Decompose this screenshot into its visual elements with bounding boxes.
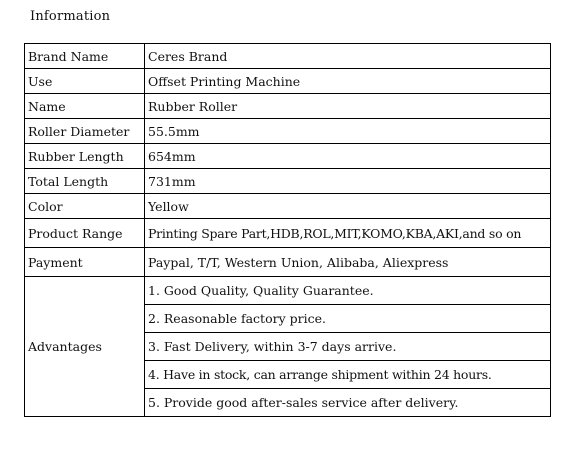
row-label: Payment xyxy=(25,248,145,277)
section-heading: Information xyxy=(30,9,111,24)
advantage-item: 5. Provide good after-sales service after delivery. xyxy=(145,389,551,417)
table-row-color xyxy=(25,194,551,219)
row-value: Offset Printing Machine xyxy=(145,69,551,94)
row-label: Use xyxy=(25,69,145,94)
table-row-advantage xyxy=(25,277,551,305)
advantage-item: 4. Have in stock, can arrange shipment within 24 hours. xyxy=(145,361,551,389)
row-value: 731mm xyxy=(145,169,551,194)
table-row-payment xyxy=(25,248,551,277)
table-row-use xyxy=(25,69,551,94)
table-row-roller-diameter xyxy=(25,119,551,144)
row-label: Roller Diameter xyxy=(25,119,145,144)
row-label: Product Range xyxy=(25,219,145,248)
advantage-item: 1. Good Quality, Quality Guarantee. xyxy=(145,277,551,305)
row-value: 55.5mm xyxy=(145,119,551,144)
row-label: Brand Name xyxy=(25,44,145,69)
table-row-brand-name xyxy=(25,44,551,69)
product-spec-table xyxy=(24,43,551,417)
table-row-total-length xyxy=(25,169,551,194)
advantage-item: 3. Fast Delivery, within 3-7 days arrive. xyxy=(145,333,551,361)
row-value: Yellow xyxy=(145,194,551,219)
row-value: Rubber Roller xyxy=(145,94,551,119)
row-label: Color xyxy=(25,194,145,219)
row-label: Name xyxy=(25,94,145,119)
row-label: Total Length xyxy=(25,169,145,194)
table-row-rubber-length xyxy=(25,144,551,169)
row-value: Paypal, T/T, Western Union, Alibaba, Aliexpress xyxy=(145,248,551,277)
advantages-label: Advantages xyxy=(25,277,145,417)
row-value: Ceres Brand xyxy=(145,44,551,69)
advantage-item: 2. Reasonable factory price. xyxy=(145,305,551,333)
table-row-product-range xyxy=(25,219,551,248)
row-value: Printing Spare Part,HDB,ROL,MIT,KOMO,KBA,AKI,and so on xyxy=(145,219,551,248)
table-row-name xyxy=(25,94,551,119)
row-value: 654mm xyxy=(145,144,551,169)
row-label: Rubber Length xyxy=(25,144,145,169)
